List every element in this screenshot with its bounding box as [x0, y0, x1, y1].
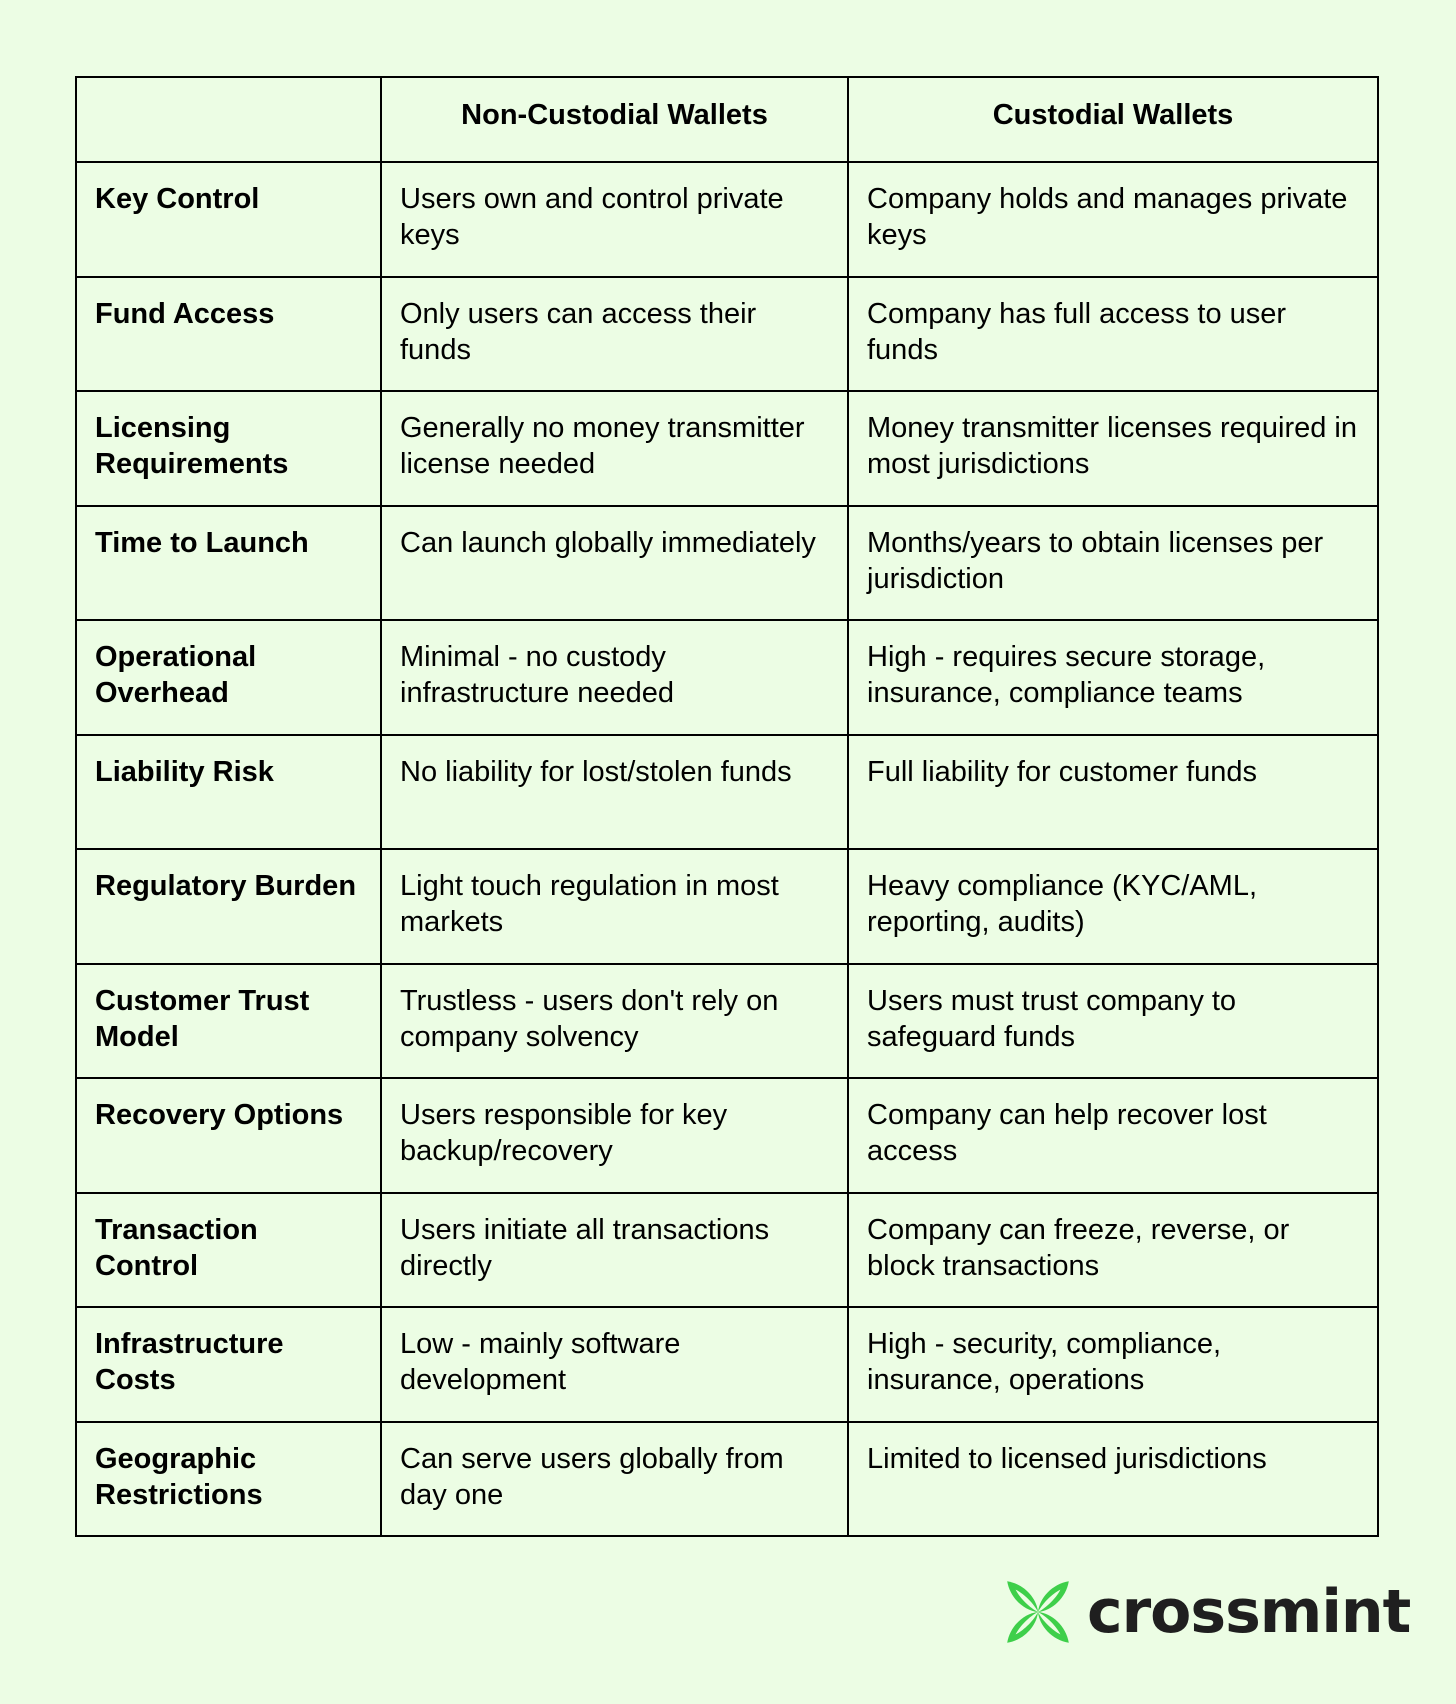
cell-custodial: Company holds and manages private keys: [848, 162, 1378, 277]
cell-non-custodial: Users own and control private keys: [381, 162, 848, 277]
cell-custodial: Company can freeze, reverse, or block transactions: [848, 1193, 1378, 1308]
cell-non-custodial: Trustless - users don't rely on company solvency: [381, 964, 848, 1079]
table-row: [76, 1193, 1378, 1308]
cell-custodial: High - security, compliance, insurance, operations: [848, 1307, 1378, 1422]
table-header-row: [76, 77, 1378, 162]
brand-name: crossmint: [1087, 1577, 1411, 1647]
cell-non-custodial: Can launch globally immediately: [381, 506, 848, 621]
cell-non-custodial: No liability for lost/stolen funds: [381, 735, 848, 850]
cell-custodial: Full liability for customer funds: [848, 735, 1378, 850]
cell-custodial: Months/years to obtain licenses per jurisdiction: [848, 506, 1378, 621]
table-row: [76, 1422, 1378, 1537]
row-feature: Liability Risk: [76, 735, 381, 850]
table-row: [76, 735, 1378, 850]
cell-custodial: Money transmitter licenses required in most jurisdictions: [848, 391, 1378, 506]
wallet-comparison-table: [75, 76, 1379, 1537]
table-row: [76, 277, 1378, 392]
table-body: [76, 162, 1378, 1536]
cell-non-custodial: Can serve users globally from day one: [381, 1422, 848, 1537]
row-feature: Transaction Control: [76, 1193, 381, 1308]
cell-non-custodial: Generally no money transmitter license needed: [381, 391, 848, 506]
cell-custodial: Heavy compliance (KYC/AML, reporting, audits): [848, 849, 1378, 964]
row-feature: Regulatory Burden: [76, 849, 381, 964]
cell-non-custodial: Users initiate all transactions directly: [381, 1193, 848, 1308]
cell-non-custodial: Minimal - no custody infrastructure needed: [381, 620, 848, 735]
header-non-custodial: Non-Custodial Wallets: [381, 77, 848, 162]
cell-custodial: Company has full access to user funds: [848, 277, 1378, 392]
row-feature: Infrastructure Costs: [76, 1307, 381, 1422]
table-row: [76, 162, 1378, 277]
table-row: [76, 620, 1378, 735]
cell-custodial: High - requires secure storage, insurance, compliance teams: [848, 620, 1378, 735]
row-feature: Licensing Requirements: [76, 391, 381, 506]
row-feature: Geographic Restrictions: [76, 1422, 381, 1537]
row-feature: Time to Launch: [76, 506, 381, 621]
cell-custodial: Users must trust company to safeguard funds: [848, 964, 1378, 1079]
cell-non-custodial: Only users can access their funds: [381, 277, 848, 392]
cell-custodial: Limited to licensed jurisdictions: [848, 1422, 1378, 1537]
cell-custodial: Company can help recover lost access: [848, 1078, 1378, 1193]
table-row: [76, 1307, 1378, 1422]
crossmint-logo: [1003, 1576, 1410, 1648]
table-row: [76, 849, 1378, 964]
table-row: [76, 1078, 1378, 1193]
header-feature: [76, 77, 381, 162]
row-feature: Customer Trust Model: [76, 964, 381, 1079]
row-feature: Recovery Options: [76, 1078, 381, 1193]
row-feature: Fund Access: [76, 277, 381, 392]
comparison-table-container: [75, 76, 1377, 1537]
crossmint-logo-icon: [1003, 1577, 1073, 1647]
table-row: [76, 391, 1378, 506]
table-row: [76, 506, 1378, 621]
row-feature: Operational Overhead: [76, 620, 381, 735]
table-row: [76, 964, 1378, 1079]
cell-non-custodial: Light touch regulation in most markets: [381, 849, 848, 964]
row-feature: Key Control: [76, 162, 381, 277]
header-custodial: Custodial Wallets: [848, 77, 1378, 162]
cell-non-custodial: Users responsible for key backup/recovery: [381, 1078, 848, 1193]
cell-non-custodial: Low - mainly software development: [381, 1307, 848, 1422]
